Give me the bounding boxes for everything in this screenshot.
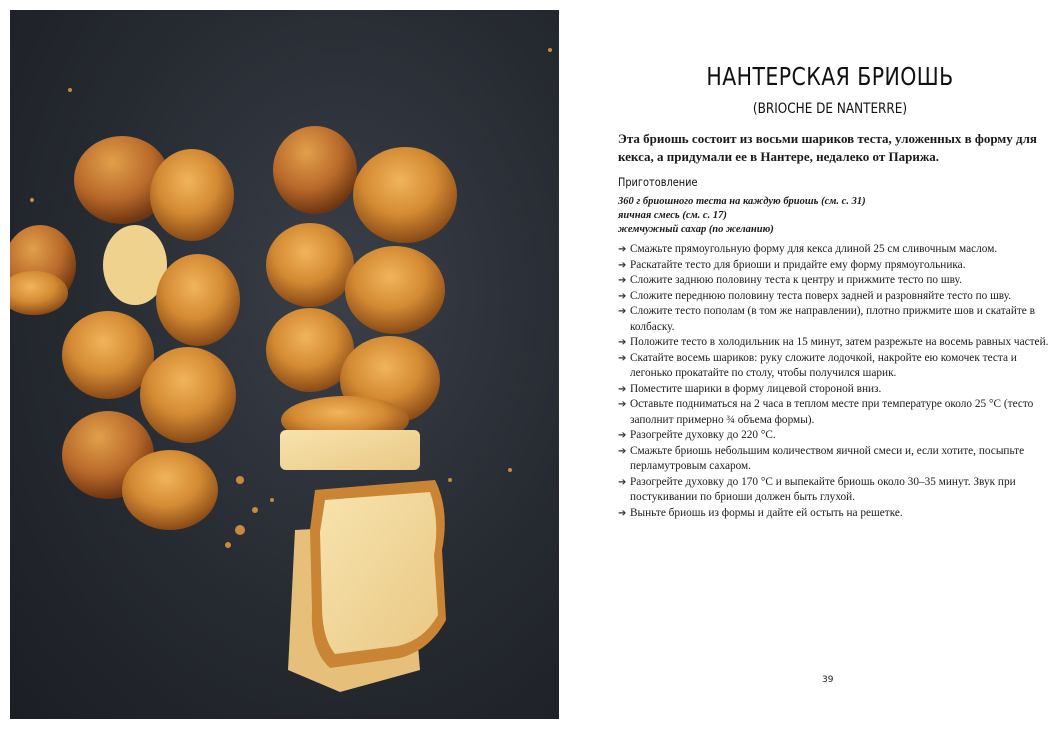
ingredient-item: яичная смесь (см. с. 17) [618, 210, 727, 221]
step-text: Сложите переднюю половину теста поверх задней и разровняйте тесто по шву. [630, 289, 1012, 302]
arrow-icon: ➔ [618, 337, 627, 348]
recipe-title: НАНТЕРСКАЯ БРИОШЬ [706, 62, 954, 91]
arrow-icon: ➔ [618, 430, 627, 441]
arrow-icon: ➔ [618, 383, 627, 395]
step-item [618, 444, 1050, 475]
step-text: Положите тесто в холодильник на 15 минут, затем разрежьте на восемь равных частей. [630, 336, 1049, 348]
brioche-loaf-left [62, 136, 240, 530]
brioche-piece-left [10, 225, 76, 315]
step-text: Поместите шарики в форму лицевой стороной вниз. [630, 382, 882, 395]
arrow-icon: ➔ [618, 445, 627, 457]
step-item [618, 475, 1050, 506]
step-item [618, 382, 1050, 398]
step-item [618, 335, 1050, 351]
arrow-icon: ➔ [618, 275, 627, 286]
page-number: 39 [822, 675, 834, 685]
arrow-icon: ➔ [618, 259, 627, 271]
arrow-icon: ➔ [618, 352, 627, 364]
brioche-photo [10, 10, 559, 719]
step-text: Смажьте бриошь небольшим количеством яичной смеси и, если хотите, посыпьте перламутровым сахаром. [630, 444, 1025, 472]
step-text: Разогрейте духовку до 220 °C. [630, 429, 776, 441]
step-item [618, 304, 1050, 335]
arrow-icon: ➔ [618, 244, 627, 255]
step-item [618, 273, 1050, 289]
ingredients-list [618, 195, 1048, 237]
step-item [618, 397, 1050, 428]
arrow-icon: ➔ [618, 290, 627, 302]
step-text: Смажьте прямоугольную форму для кекса длиной 25 см сливочным маслом. [630, 243, 998, 255]
step-text: Разогрейте духовку до 170 °C и выпекайте бриошь около 30–35 минут. Звук при постукивании по бриоши должен быть глухой. [630, 475, 1016, 503]
step-text: Сложите тесто пополам (в том же направлении), плотно прижмите шов и скатайте в колбаску. [630, 305, 1035, 333]
brioche-loaf-right [266, 126, 457, 470]
ingredient-item: жемчужный сахар (по желанию) [618, 224, 774, 235]
recipe-intro: Эта бриошь состоит из восьми шариков теста, уложенных в форму для кекса, а придумали ее в Нантере, недалеко от Парижа. [618, 131, 1037, 164]
step-text: Сложите заднюю половину теста к центру и прижмите тесто по шву. [630, 274, 962, 286]
step-text: Выньте бриошь из формы и дайте ей остыть на решетке. [630, 506, 903, 519]
arrow-icon: ➔ [618, 476, 627, 488]
brioche-slices [288, 480, 446, 692]
step-text: Раскатайте тесто для бриоши и придайте ему форму прямоугольника. [630, 258, 966, 271]
recipe-page [600, 0, 1060, 729]
steps-list [618, 242, 1050, 521]
section-heading: Приготовление [618, 175, 698, 189]
step-item [618, 428, 1050, 444]
step-item [618, 289, 1050, 305]
step-item [618, 258, 1050, 274]
brioche-illustration [10, 10, 559, 719]
step-item [618, 351, 1050, 382]
step-text: Оставьте подниматься на 2 часа в теплом месте при температуре около 25 °C (тесто заполнит примерно ¾ объема формы). [630, 398, 1034, 426]
step-text: Скатайте восемь шариков: руку сложите лодочкой, накройте ею комочек теста и легонько прокатайте по столу, чтобы получился шарик. [630, 351, 1017, 379]
ingredient-item: 360 г бриошного теста на каждую бриошь (см. с. 31) [618, 196, 866, 207]
arrow-icon: ➔ [618, 399, 627, 410]
step-item [618, 242, 1050, 258]
arrow-icon: ➔ [618, 507, 627, 519]
arrow-icon: ➔ [618, 306, 627, 317]
step-item [618, 506, 1050, 522]
recipe-subtitle: (BRIOCHE DE NANTERRE) [752, 101, 908, 117]
